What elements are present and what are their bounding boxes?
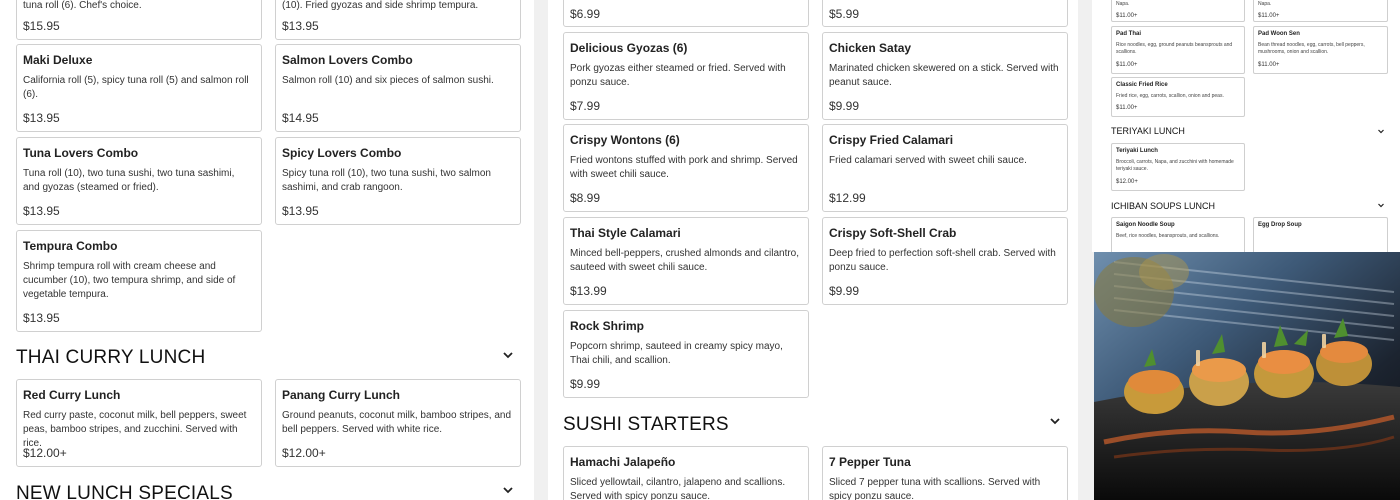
item-title: Pad Thai — [1116, 31, 1142, 37]
chevron-down-icon[interactable] — [1377, 127, 1385, 135]
item-title: Spicy Lovers Combo — [282, 146, 402, 160]
menu-panel-left — [0, 0, 534, 500]
food-photo — [1094, 252, 1400, 500]
item-title: Rock Shrimp — [570, 319, 645, 333]
menu-item-card[interactable] — [1253, 0, 1388, 22]
item-description: tuna roll (6). Chef's choice. — [23, 0, 142, 11]
item-price: $13.95 — [282, 19, 319, 33]
menu-item-card[interactable] — [1253, 26, 1388, 74]
item-price: $11.00+ — [1116, 13, 1138, 19]
item-description: Sliced yellowtail, cilantro, jalapeno and scallions. Served with spicy ponzu sauce. — [570, 477, 786, 500]
item-title: Red Curry Lunch — [23, 388, 121, 402]
menu-item-card[interactable] — [563, 446, 809, 500]
item-price: $11.00+ — [1258, 13, 1280, 19]
item-price: $14.95 — [282, 111, 319, 125]
menu-item-card[interactable] — [1111, 217, 1245, 252]
item-title: Tuna Lovers Combo — [23, 146, 139, 160]
item-price: $12.00+ — [1116, 179, 1138, 185]
menu-item-card[interactable] — [822, 0, 1068, 27]
chevron-down-icon[interactable] — [1048, 414, 1062, 428]
item-title: Salmon Lovers Combo — [282, 53, 413, 67]
item-title: Pad Woon Sen — [1258, 31, 1300, 37]
menu-item-card[interactable] — [16, 44, 262, 132]
menu-item-card[interactable] — [822, 446, 1068, 500]
item-description: Napa. — [1258, 1, 1272, 7]
menu-item-card[interactable] — [16, 230, 262, 332]
item-title: Delicious Gyozas (6) — [570, 41, 688, 55]
item-price: $11.00+ — [1258, 62, 1280, 68]
menu-item-card[interactable] — [275, 0, 521, 40]
item-description: Bean thread noodles, egg, carrots, bell peppers, mushrooms, onion and scallion. — [1258, 42, 1365, 55]
chevron-down-icon[interactable] — [501, 483, 515, 497]
item-price: $12.00+ — [23, 446, 67, 460]
item-description: Rice noodles, egg, ground peanuts beansprouts and scallions. — [1116, 42, 1233, 55]
item-title: 7 Pepper Tuna — [829, 455, 911, 469]
item-price: $12.99 — [829, 191, 866, 205]
item-title: Crispy Soft-Shell Crab — [829, 226, 957, 240]
item-description: Fried calamari served with sweet chili sauce. — [829, 155, 1027, 166]
item-title: Saigon Noodle Soup — [1116, 222, 1175, 228]
menu-item-card[interactable] — [563, 310, 809, 398]
item-description: Fried rice, egg, carrots, scallion, onion and peas. — [1116, 93, 1224, 99]
chevron-down-icon[interactable] — [1377, 201, 1385, 209]
menu-item-card[interactable] — [563, 124, 809, 212]
item-title: Panang Curry Lunch — [282, 388, 401, 402]
menu-item-card[interactable] — [822, 217, 1068, 305]
item-price: $13.95 — [23, 204, 60, 218]
menu-item-card[interactable] — [16, 0, 262, 40]
menu-item-card[interactable] — [1111, 0, 1245, 22]
section-title-sushi-starters: SUSHI STARTERS — [563, 414, 729, 435]
item-description: Shrimp tempura roll with cream cheese and cucumber (10), two tempura shrimp, and side of vegetable tempura. — [23, 261, 236, 300]
item-description: Pork gyozas either steamed or fried. Served with ponzu sauce. — [570, 63, 786, 88]
item-title: Maki Deluxe — [23, 53, 93, 67]
item-title: Tempura Combo — [23, 239, 118, 253]
item-description: (10). Fried gyozas and side shrimp tempura. — [282, 0, 479, 11]
menu-item-card[interactable] — [275, 379, 521, 467]
menu-item-card[interactable] — [16, 137, 262, 225]
menu-item-card[interactable] — [275, 137, 521, 225]
section-title-thai-curry: THAI CURRY LUNCH — [16, 347, 206, 368]
item-description: Popcorn shrimp, sauteed in creamy spicy mayo, Thai chili, and scallion. — [570, 341, 783, 366]
section-title-new-lunch: NEW LUNCH SPECIALS — [16, 483, 233, 500]
sushi-photo-illustration — [1094, 252, 1400, 500]
item-title: Crispy Fried Calamari — [829, 133, 954, 147]
item-description: Marinated chicken skewered on a stick. Served with peanut sauce. — [829, 63, 1059, 88]
menu-item-card[interactable] — [563, 0, 809, 27]
menu-item-card[interactable] — [16, 379, 262, 467]
item-description: Broccoli, carrots, Napa, and zucchini with homemade teriyaki sauce. — [1116, 159, 1234, 172]
menu-item-card[interactable] — [822, 32, 1068, 120]
item-price: $13.95 — [23, 311, 60, 325]
item-title: Chicken Satay — [829, 41, 912, 55]
item-price: $13.95 — [23, 111, 60, 125]
menu-item-card[interactable] — [563, 217, 809, 305]
item-price: $15.95 — [23, 19, 60, 33]
item-description: Ground peanuts, coconut milk, bamboo stripes, and bell peppers. Served with white rice. — [282, 410, 512, 435]
item-description: Beef, rice noodles, beansprouts, and scallions. — [1116, 233, 1220, 239]
item-title: Classic Fried Rice — [1116, 82, 1168, 88]
item-description: Napa. — [1116, 1, 1130, 7]
item-price: $12.00+ — [282, 446, 326, 460]
item-title: Hamachi Jalapeño — [570, 455, 676, 469]
item-description: Salmon roll (10) and six pieces of salmon sushi. — [282, 75, 494, 86]
section-title-teriyaki: TERIYAKI LUNCH — [1111, 126, 1185, 136]
item-description: California roll (5), spicy tuna roll (5) and salmon roll (6). — [23, 75, 249, 100]
item-price: $8.99 — [570, 191, 601, 205]
menu-item-card[interactable] — [1111, 143, 1245, 191]
item-price: $11.00+ — [1116, 62, 1138, 68]
item-description: Spicy tuna roll (10), two tuna sushi, two salmon sashimi, and crab rangoon. — [282, 168, 491, 193]
menu-item-card[interactable] — [563, 32, 809, 120]
item-price: $7.99 — [570, 99, 601, 113]
chevron-down-icon[interactable] — [501, 348, 515, 362]
item-price: $9.99 — [829, 284, 860, 298]
item-description: Tuna roll (10), two tuna sushi, two tuna sashimi, and gyozas (steamed or fried). — [23, 168, 235, 193]
menu-item-card[interactable] — [1253, 217, 1388, 252]
item-price: $13.99 — [570, 284, 607, 298]
menu-item-card[interactable] — [822, 124, 1068, 212]
menu-item-card[interactable] — [1111, 77, 1245, 117]
item-description: Sliced 7 pepper tuna with scallions. Served with spicy ponzu sauce. — [829, 477, 1041, 500]
item-description: Red curry paste, coconut milk, bell peppers, sweet peas, bamboo stripes, and zucchini. Served with rice. — [23, 410, 247, 449]
item-price: $9.99 — [829, 99, 860, 113]
item-price: $9.99 — [570, 377, 601, 391]
item-description: Deep fried to perfection soft-shell crab. Served with ponzu sauce. — [829, 248, 1056, 273]
menu-item-card[interactable] — [275, 44, 521, 132]
item-title: Egg Drop Soup — [1258, 222, 1302, 228]
item-price: $5.99 — [829, 7, 860, 21]
item-description: Minced bell-peppers, crushed almonds and cilantro, sauteed with sweet chili sauce. — [570, 248, 800, 273]
item-description: Fried wontons stuffed with pork and shrimp. Served with sweet chili sauce. — [570, 155, 798, 180]
item-price: $13.95 — [282, 204, 319, 218]
item-price: $6.99 — [570, 7, 601, 21]
item-price: $11.00+ — [1116, 105, 1138, 111]
menu-panel-middle — [548, 0, 1078, 500]
item-title: Thai Style Calamari — [570, 226, 681, 240]
menu-panel-right — [1092, 0, 1400, 252]
item-title: Teriyaki Lunch — [1116, 148, 1158, 154]
section-title-ichiban-soups: ICHIBAN SOUPS LUNCH — [1111, 201, 1216, 211]
menu-item-card[interactable] — [1111, 26, 1245, 74]
item-title: Crispy Wontons (6) — [570, 133, 680, 147]
